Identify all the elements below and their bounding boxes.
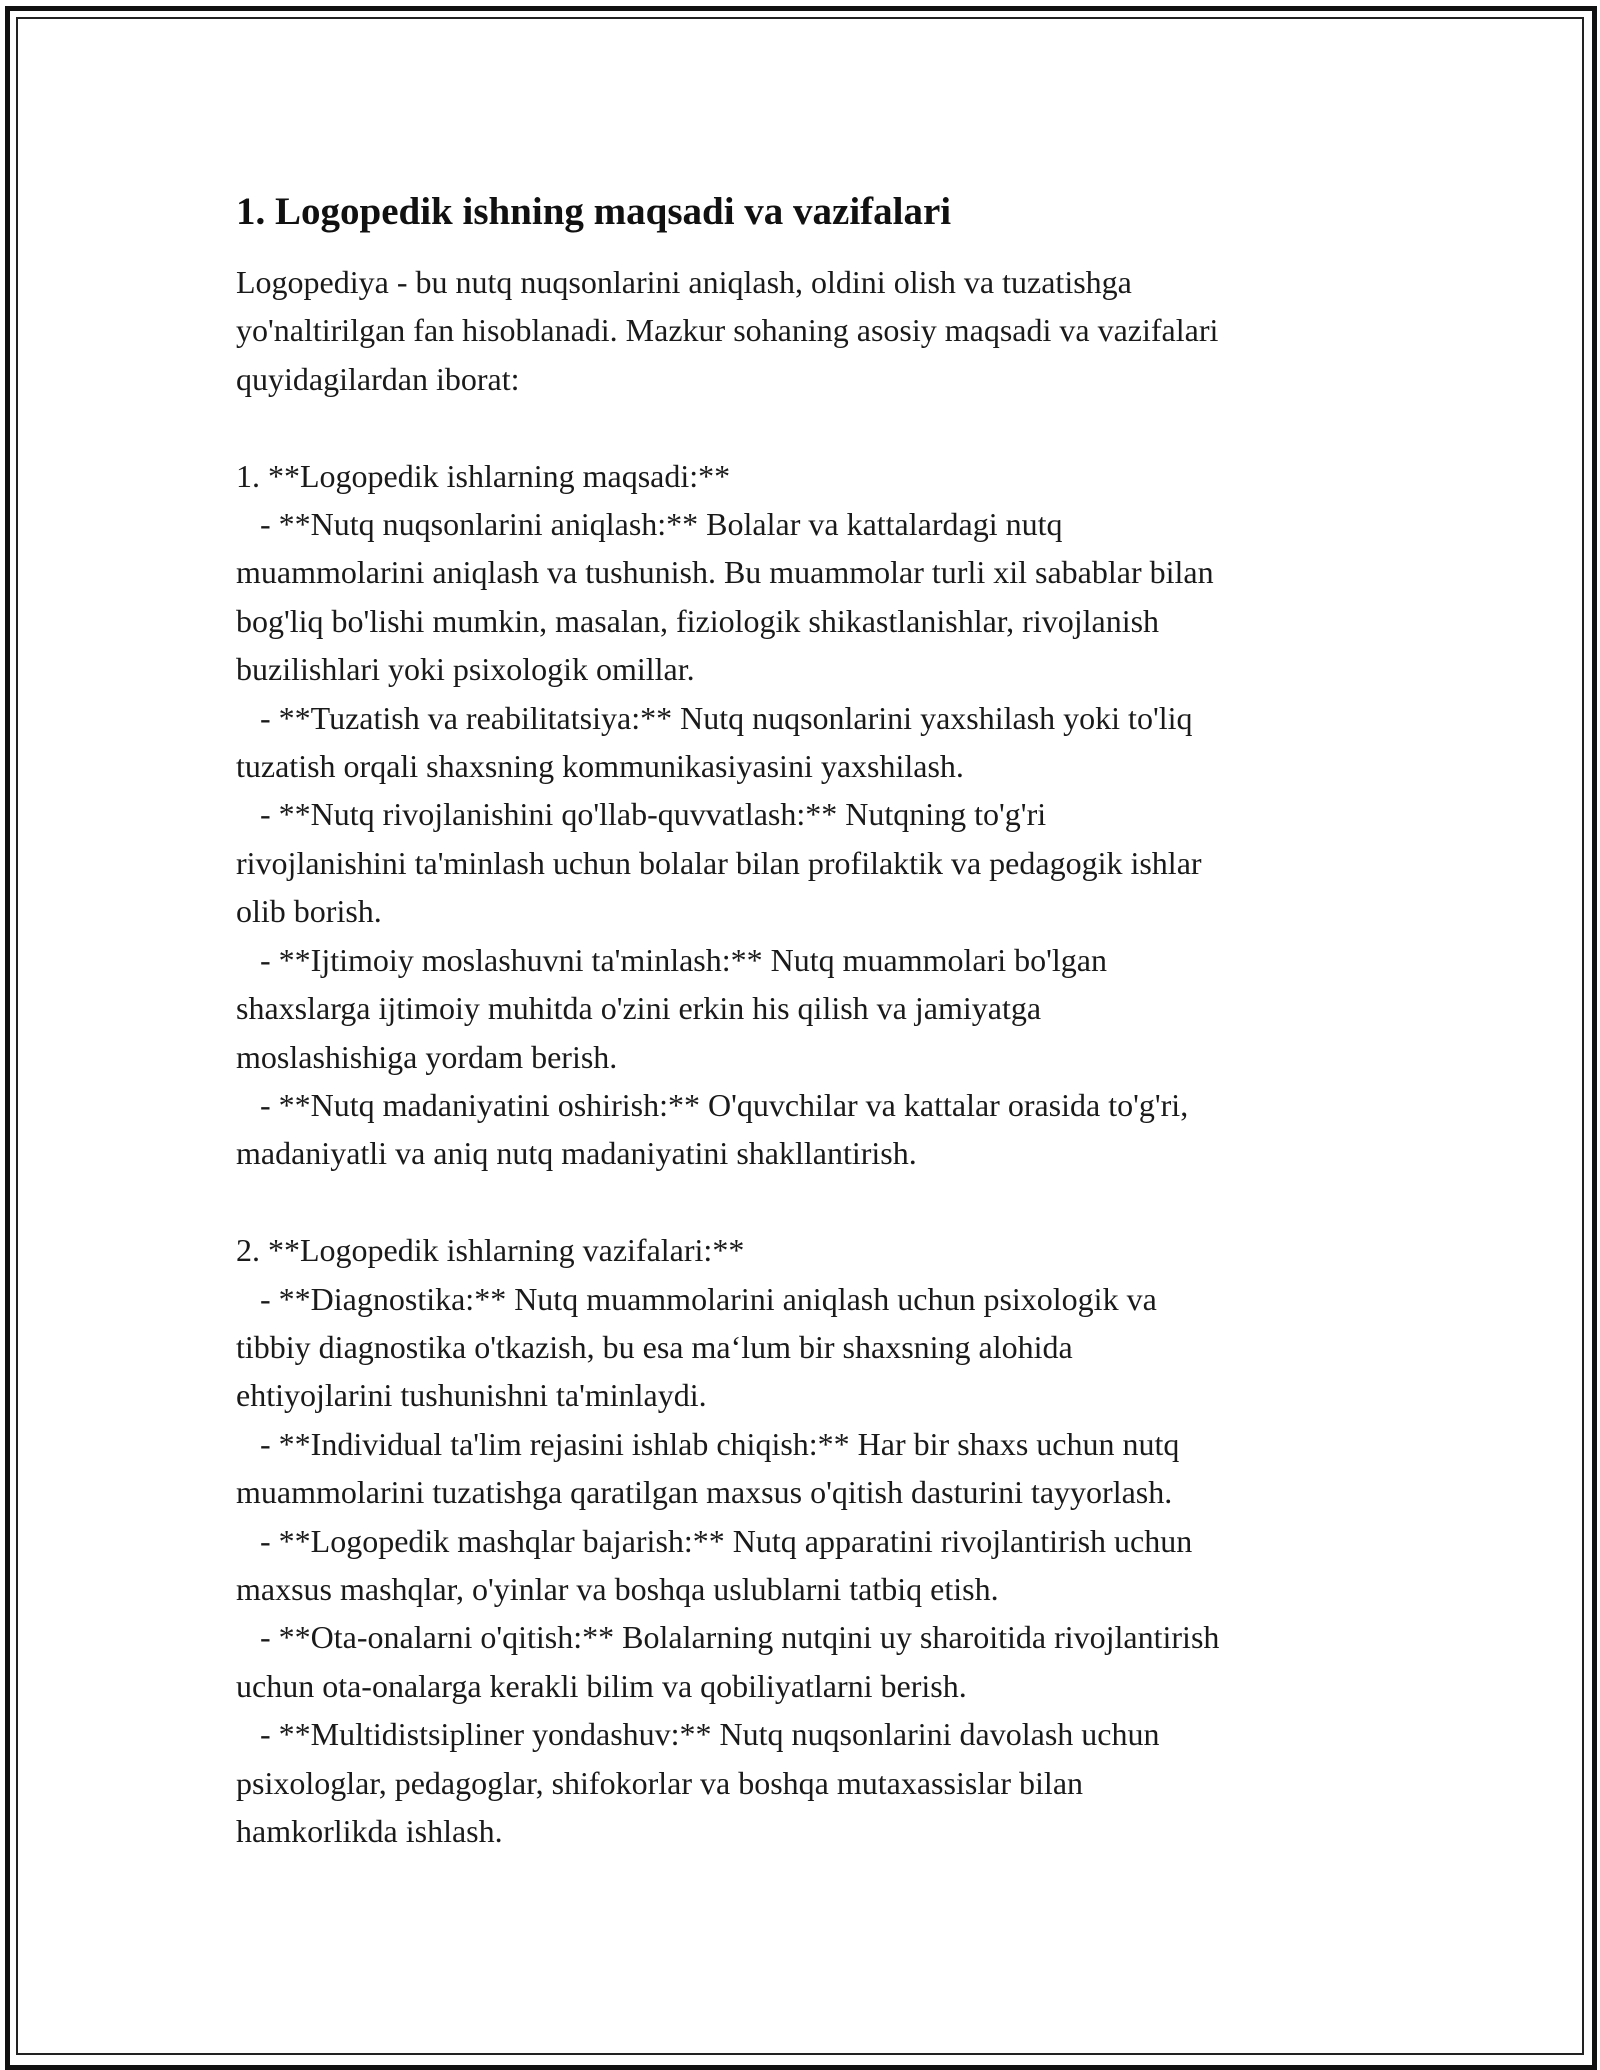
document-content — [236, 186, 1376, 1855]
document-title: 1. Logopedik ishning maqsadi va vazifalari — [236, 190, 952, 233]
document-body: Logopediya - bu nutq nuqsonlarini aniqlash, oldini olish va tuzatishga yo'naltirilgan fan hisoblanadi. Mazkur sohaning asosiy maqsadi va vazifalari quyidagilardan iborat: 1. **Logopedik ishlarning maqsadi:** - **Nutq nuqsonlarini aniqlash:** Bolalar va kattalardagi nutq muammolarini aniqlash va tushunish. Bu muammolar turli xil sabablar bilan bog'liq bo'lishi mumkin, masalan, fiziologik shikastlanishlar, rivojlanish buzilishlari yoki psixologik omillar. - **Tuzatish va reabilitatsiya:** Nutq nuqsonlarini yaxshilash yoki to'liq tuzatish orqali shaxsning kommunikasiyasini yaxshilash. - **Nutq rivojlanishini qo'llab-quvvatlash:** Nutqning to'g'ri rivojlanishini ta'minlash uchun bolalar bilan profilaktik va pedagogik ishlar olib borish. - **Ijtimoiy moslashuvni ta'minlash:** Nutq muammolari bo'lgan shaxslarga ijtimoiy muhitda o'zini erkin his qilish va jamiyatga moslashishiga yordam berish. - **Nutq madaniyatini oshirish:** O'quvchilar va kattalar orasida to'g'ri, madaniyatli va aniq nutq madaniyatini shakllantirish. 2. **Logopedik ishlarning vazifalari:** - **Diagnostika:** Nutq muammolarini aniqlash uchun psixologik va tibbiy diagnostika o'tkazish, bu esa ma‘lum bir shaxsning alohida ehtiyojlarini tushunishni ta'minlaydi. - **Individual ta'lim rejasini ishlab chiqish:** Har bir shaxs uchun nutq muammolarini tuzatishga qaratilgan maxsus o'qitish dasturini tayyorlash. - **Logopedik mashqlar bajarish:** Nutq apparatini rivojlantirish uchun maxsus mashqlar, o'yinlar va boshqa uslublarni tatbiq etish. - **Ota-onalarni o'qitish:** Bolalarning nutqini uy sharoitida rivojlantirish uchun ota-onalarga kerakli bilim va qobiliyatlarni berish. - **Multidistsipliner yondashuv:** Nutq nuqsonlarini davolash uchun psixologlar, pedagoglar, shifokorlar va boshqa mutaxassislar bilan hamkorlikda ishlash. — [236, 264, 1220, 1849]
